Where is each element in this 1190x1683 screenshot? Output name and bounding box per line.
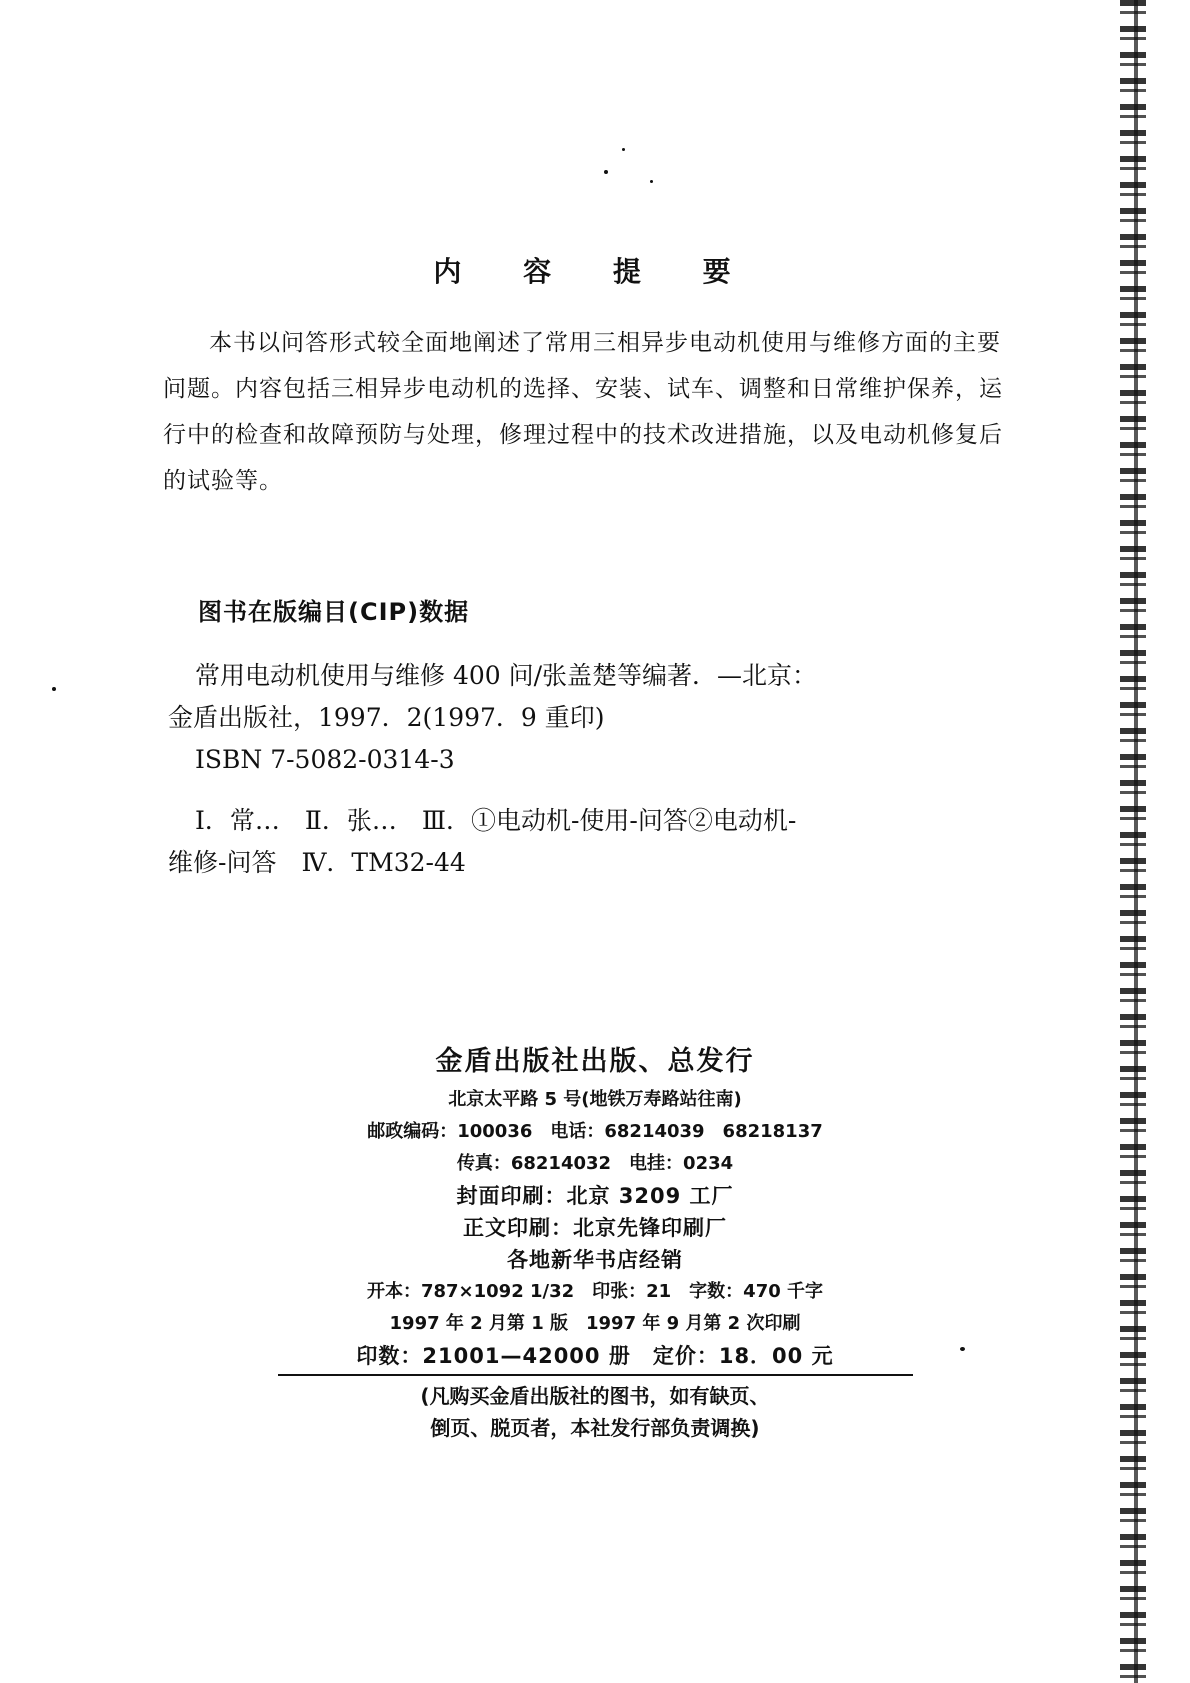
colophon-edition: 1997 年 2 月第 1 版 1997 年 9 月第 2 次印刷	[389, 1313, 801, 1334]
colophon-fax: 传真：68214032 电挂：0234	[456, 1153, 734, 1174]
colophon-cover-printer: 封面印刷：北京 3209 工厂	[456, 1184, 734, 1208]
scan-speck	[604, 170, 608, 174]
summary-body	[163, 320, 1003, 504]
scan-speck	[650, 180, 653, 183]
colophon-divider	[278, 1374, 913, 1376]
colophon-print-run-price: 印数：21001—42000 册 定价：18．00 元	[356, 1344, 834, 1368]
colophon	[0, 1040, 1190, 1444]
cip-publisher-line: 金盾出版社，1997．2(1997．9 重印)	[168, 703, 605, 732]
colophon-address: 北京太平路 5 号(地铁万寿路站往南)	[448, 1089, 742, 1110]
colophon-text-printer: 正文印刷：北京先锋印刷厂	[463, 1216, 727, 1240]
colophon-distributor: 各地新华书店经销	[507, 1248, 683, 1272]
cip-isbn: ISBN 7-5082-0314-3	[195, 745, 455, 774]
colophon-format: 开本：787×1092 1/32 印张：21 字数：470 千字	[366, 1281, 824, 1302]
scan-speck	[52, 687, 56, 691]
cip-heading: 图书在版编目(CIP)数据	[198, 598, 470, 626]
cip-classification-line: Ⅰ．常… Ⅱ．张… Ⅲ．①电动机-使用-问答②电动机-	[195, 806, 797, 835]
cip-record	[168, 655, 1008, 781]
colophon-publisher: 金盾出版社出版、总发行	[435, 1046, 755, 1077]
scan-speck	[622, 148, 625, 151]
colophon-postal-phone: 邮政编码：100036 电话：68214039 68218137	[367, 1121, 823, 1142]
cip-classification	[168, 800, 1008, 884]
colophon-note: 倒页、脱页者，本社发行部负责调换)	[430, 1416, 760, 1440]
summary-heading: 内 容 提 要	[433, 255, 757, 288]
summary-paragraph: 本书以问答形式较全面地阐述了常用三相异步电动机使用与维修方面的主要问题。内容包括三相异步电动机的选择、安装、试车、调整和日常维护保养，运行中的检查和故障预防与处理，修理过程中的技术改进措施，以及电动机修复后的试验等。	[163, 330, 1003, 494]
cip-classification-line: 维修-问答 Ⅳ．TM32-44	[168, 848, 466, 877]
cip-title-line: 常用电动机使用与维修 400 问/张盖楚等编著．—北京：	[195, 661, 818, 690]
colophon-note: (凡购买金盾出版社的图书，如有缺页、	[420, 1384, 770, 1408]
